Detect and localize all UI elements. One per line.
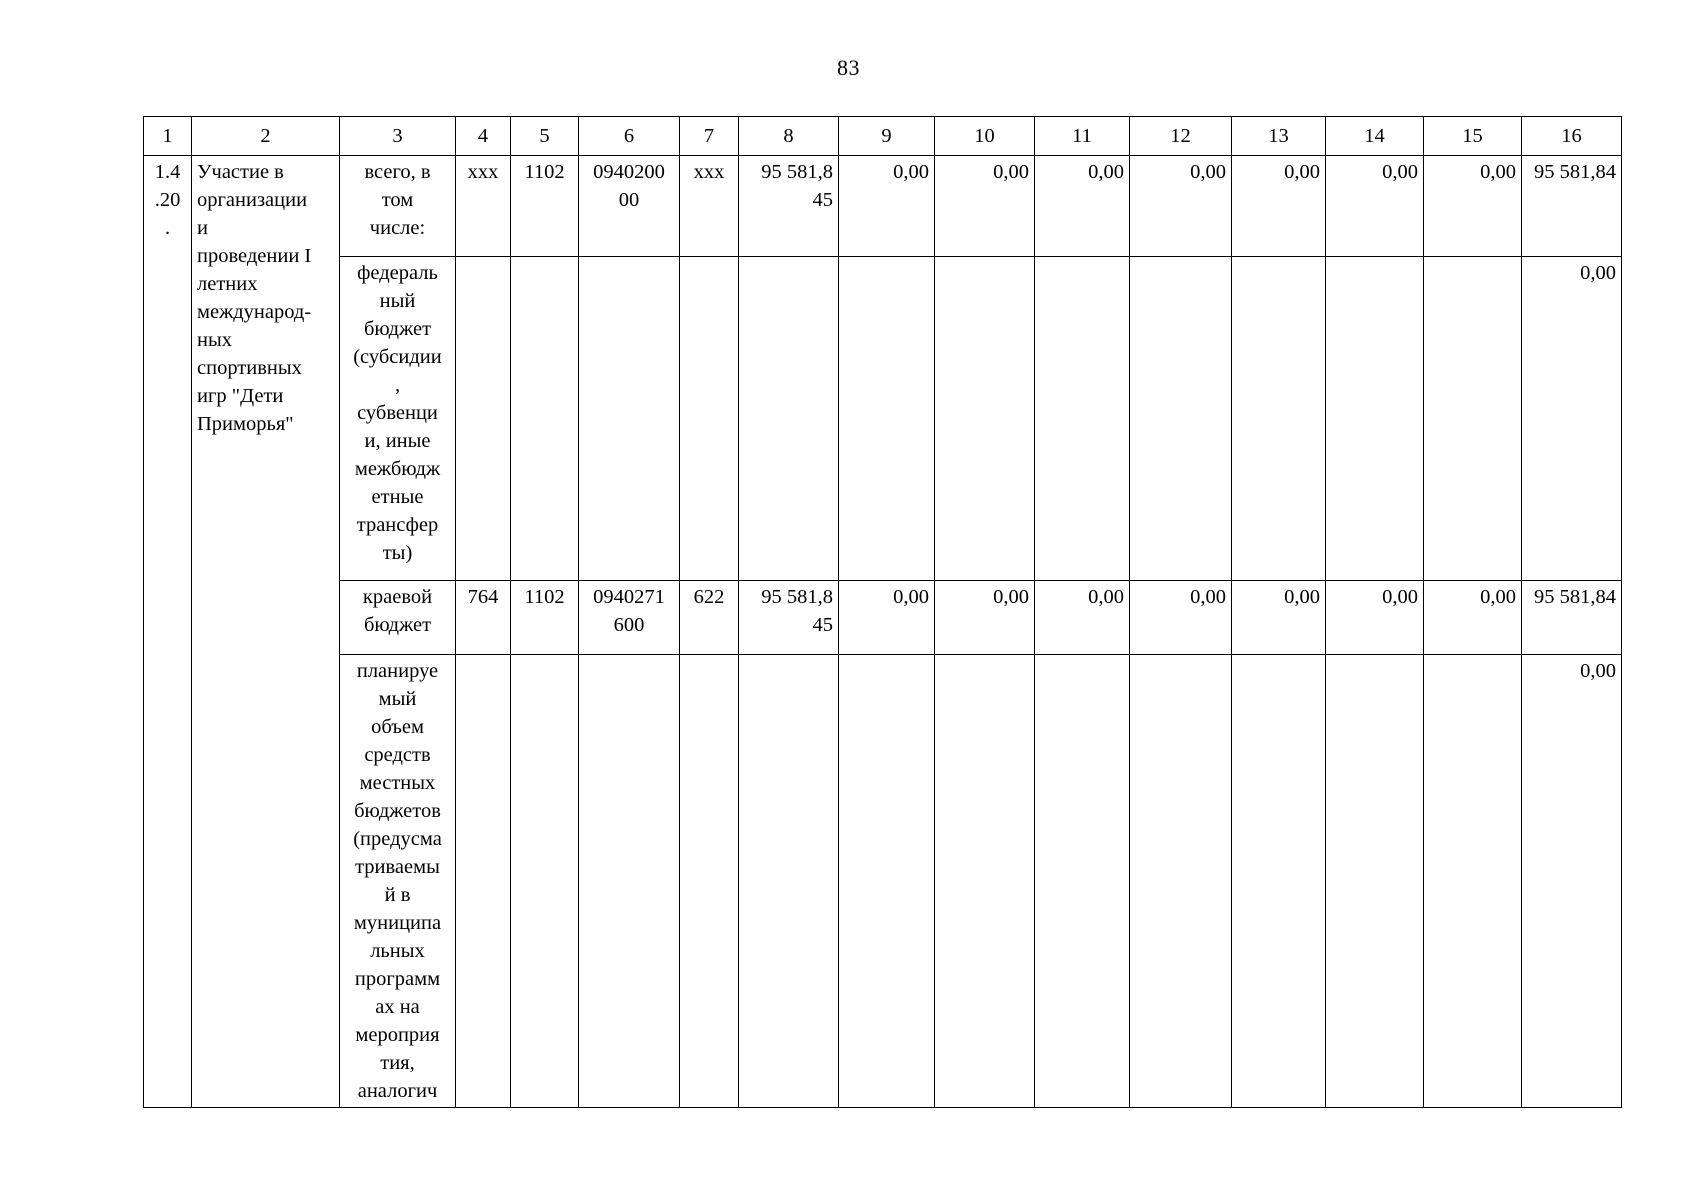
- table-cell: 0,00: [1326, 156, 1424, 257]
- table-cell: [680, 655, 739, 1108]
- col-header-10: 10: [935, 117, 1035, 156]
- table-cell: [579, 257, 680, 581]
- table-cell: 0940271 600: [579, 581, 680, 655]
- table-cell: 0940200 00: [579, 156, 680, 257]
- table-cell: ххх: [456, 156, 511, 257]
- col-header-7: 7: [680, 117, 739, 156]
- col-header-12: 12: [1130, 117, 1232, 156]
- table-cell: [1130, 257, 1232, 581]
- table-cell: [1035, 257, 1130, 581]
- table-cell: [739, 257, 839, 581]
- table-cell: 0,00: [1522, 257, 1622, 581]
- col-header-5: 5: [511, 117, 579, 156]
- table-cell: [1424, 655, 1522, 1108]
- row-id-cell: 1.4 .20 .: [144, 156, 192, 1108]
- col-header-15: 15: [1424, 117, 1522, 156]
- source-cell: краевой бюджет: [340, 581, 456, 655]
- table-cell: [680, 257, 739, 581]
- table-cell: 622: [680, 581, 739, 655]
- col-header-14: 14: [1326, 117, 1424, 156]
- table-cell: [935, 655, 1035, 1108]
- table-cell: [1035, 655, 1130, 1108]
- table-cell: [935, 257, 1035, 581]
- table-cell: [1326, 257, 1424, 581]
- table-cell: 95 581,8 45: [739, 156, 839, 257]
- col-header-4: 4: [456, 117, 511, 156]
- table-cell: [839, 257, 935, 581]
- table-cell: 0,00: [1232, 581, 1326, 655]
- table-cell: [1424, 257, 1522, 581]
- table-cell: 0,00: [1035, 156, 1130, 257]
- col-header-8: 8: [739, 117, 839, 156]
- table-cell: 0,00: [1035, 581, 1130, 655]
- table-cell: 0,00: [839, 581, 935, 655]
- table-cell: 0,00: [1522, 655, 1622, 1108]
- col-header-1: 1: [144, 117, 192, 156]
- table-cell: [1130, 655, 1232, 1108]
- source-cell: планируе мый объем средств местных бюджетов (предусма триваемы й в муниципа льных программ ах на мероприя тия, аналогич: [340, 655, 456, 1108]
- col-header-6: 6: [579, 117, 680, 156]
- table-cell: [1232, 257, 1326, 581]
- table-row-total: [144, 156, 1622, 257]
- table-cell: 0,00: [935, 156, 1035, 257]
- table-row-local: [144, 655, 1622, 1108]
- table-cell: 0,00: [935, 581, 1035, 655]
- event-name-cell: Участие в организации и проведении I летних международ- ных спортивных игр "Дети Приморья": [192, 156, 340, 1108]
- table-cell: 0,00: [1424, 156, 1522, 257]
- col-header-3: 3: [340, 117, 456, 156]
- table-cell: 0,00: [1424, 581, 1522, 655]
- table-cell: 0,00: [1232, 156, 1326, 257]
- table-cell: [456, 257, 511, 581]
- source-cell: всего, в том числе:: [340, 156, 456, 257]
- col-header-11: 11: [1035, 117, 1130, 156]
- table-cell: 0,00: [1130, 156, 1232, 257]
- table-cell: 95 581,8 45: [739, 581, 839, 655]
- table-cell: 95 581,84: [1522, 156, 1622, 257]
- source-cell: федераль ный бюджет (субсидии , субвенци и, иные межбюдж етные трансфер ты): [340, 257, 456, 581]
- page-number: 83: [837, 55, 860, 80]
- table-cell: [739, 655, 839, 1108]
- table-cell: [511, 257, 579, 581]
- col-header-16: 16: [1522, 117, 1622, 156]
- table-cell: ххх: [680, 156, 739, 257]
- table-row-federal: [144, 257, 1622, 581]
- table-cell: 764: [456, 581, 511, 655]
- col-header-9: 9: [839, 117, 935, 156]
- budget-table: [143, 116, 1622, 1108]
- table-cell: [579, 655, 680, 1108]
- table-cell: 0,00: [1326, 581, 1424, 655]
- table-cell: 0,00: [839, 156, 935, 257]
- table-cell: [1326, 655, 1424, 1108]
- table-cell: 0,00: [1130, 581, 1232, 655]
- col-header-2: 2: [192, 117, 340, 156]
- table-cell: 95 581,84: [1522, 581, 1622, 655]
- col-header-13: 13: [1232, 117, 1326, 156]
- table-cell: [1232, 655, 1326, 1108]
- table-row-regional: [144, 581, 1622, 655]
- table-cell: [456, 655, 511, 1108]
- table-cell: [839, 655, 935, 1108]
- table-cell: 1102: [511, 581, 579, 655]
- table-cell: 1102: [511, 156, 579, 257]
- header-row: [144, 117, 1622, 156]
- table-cell: [511, 655, 579, 1108]
